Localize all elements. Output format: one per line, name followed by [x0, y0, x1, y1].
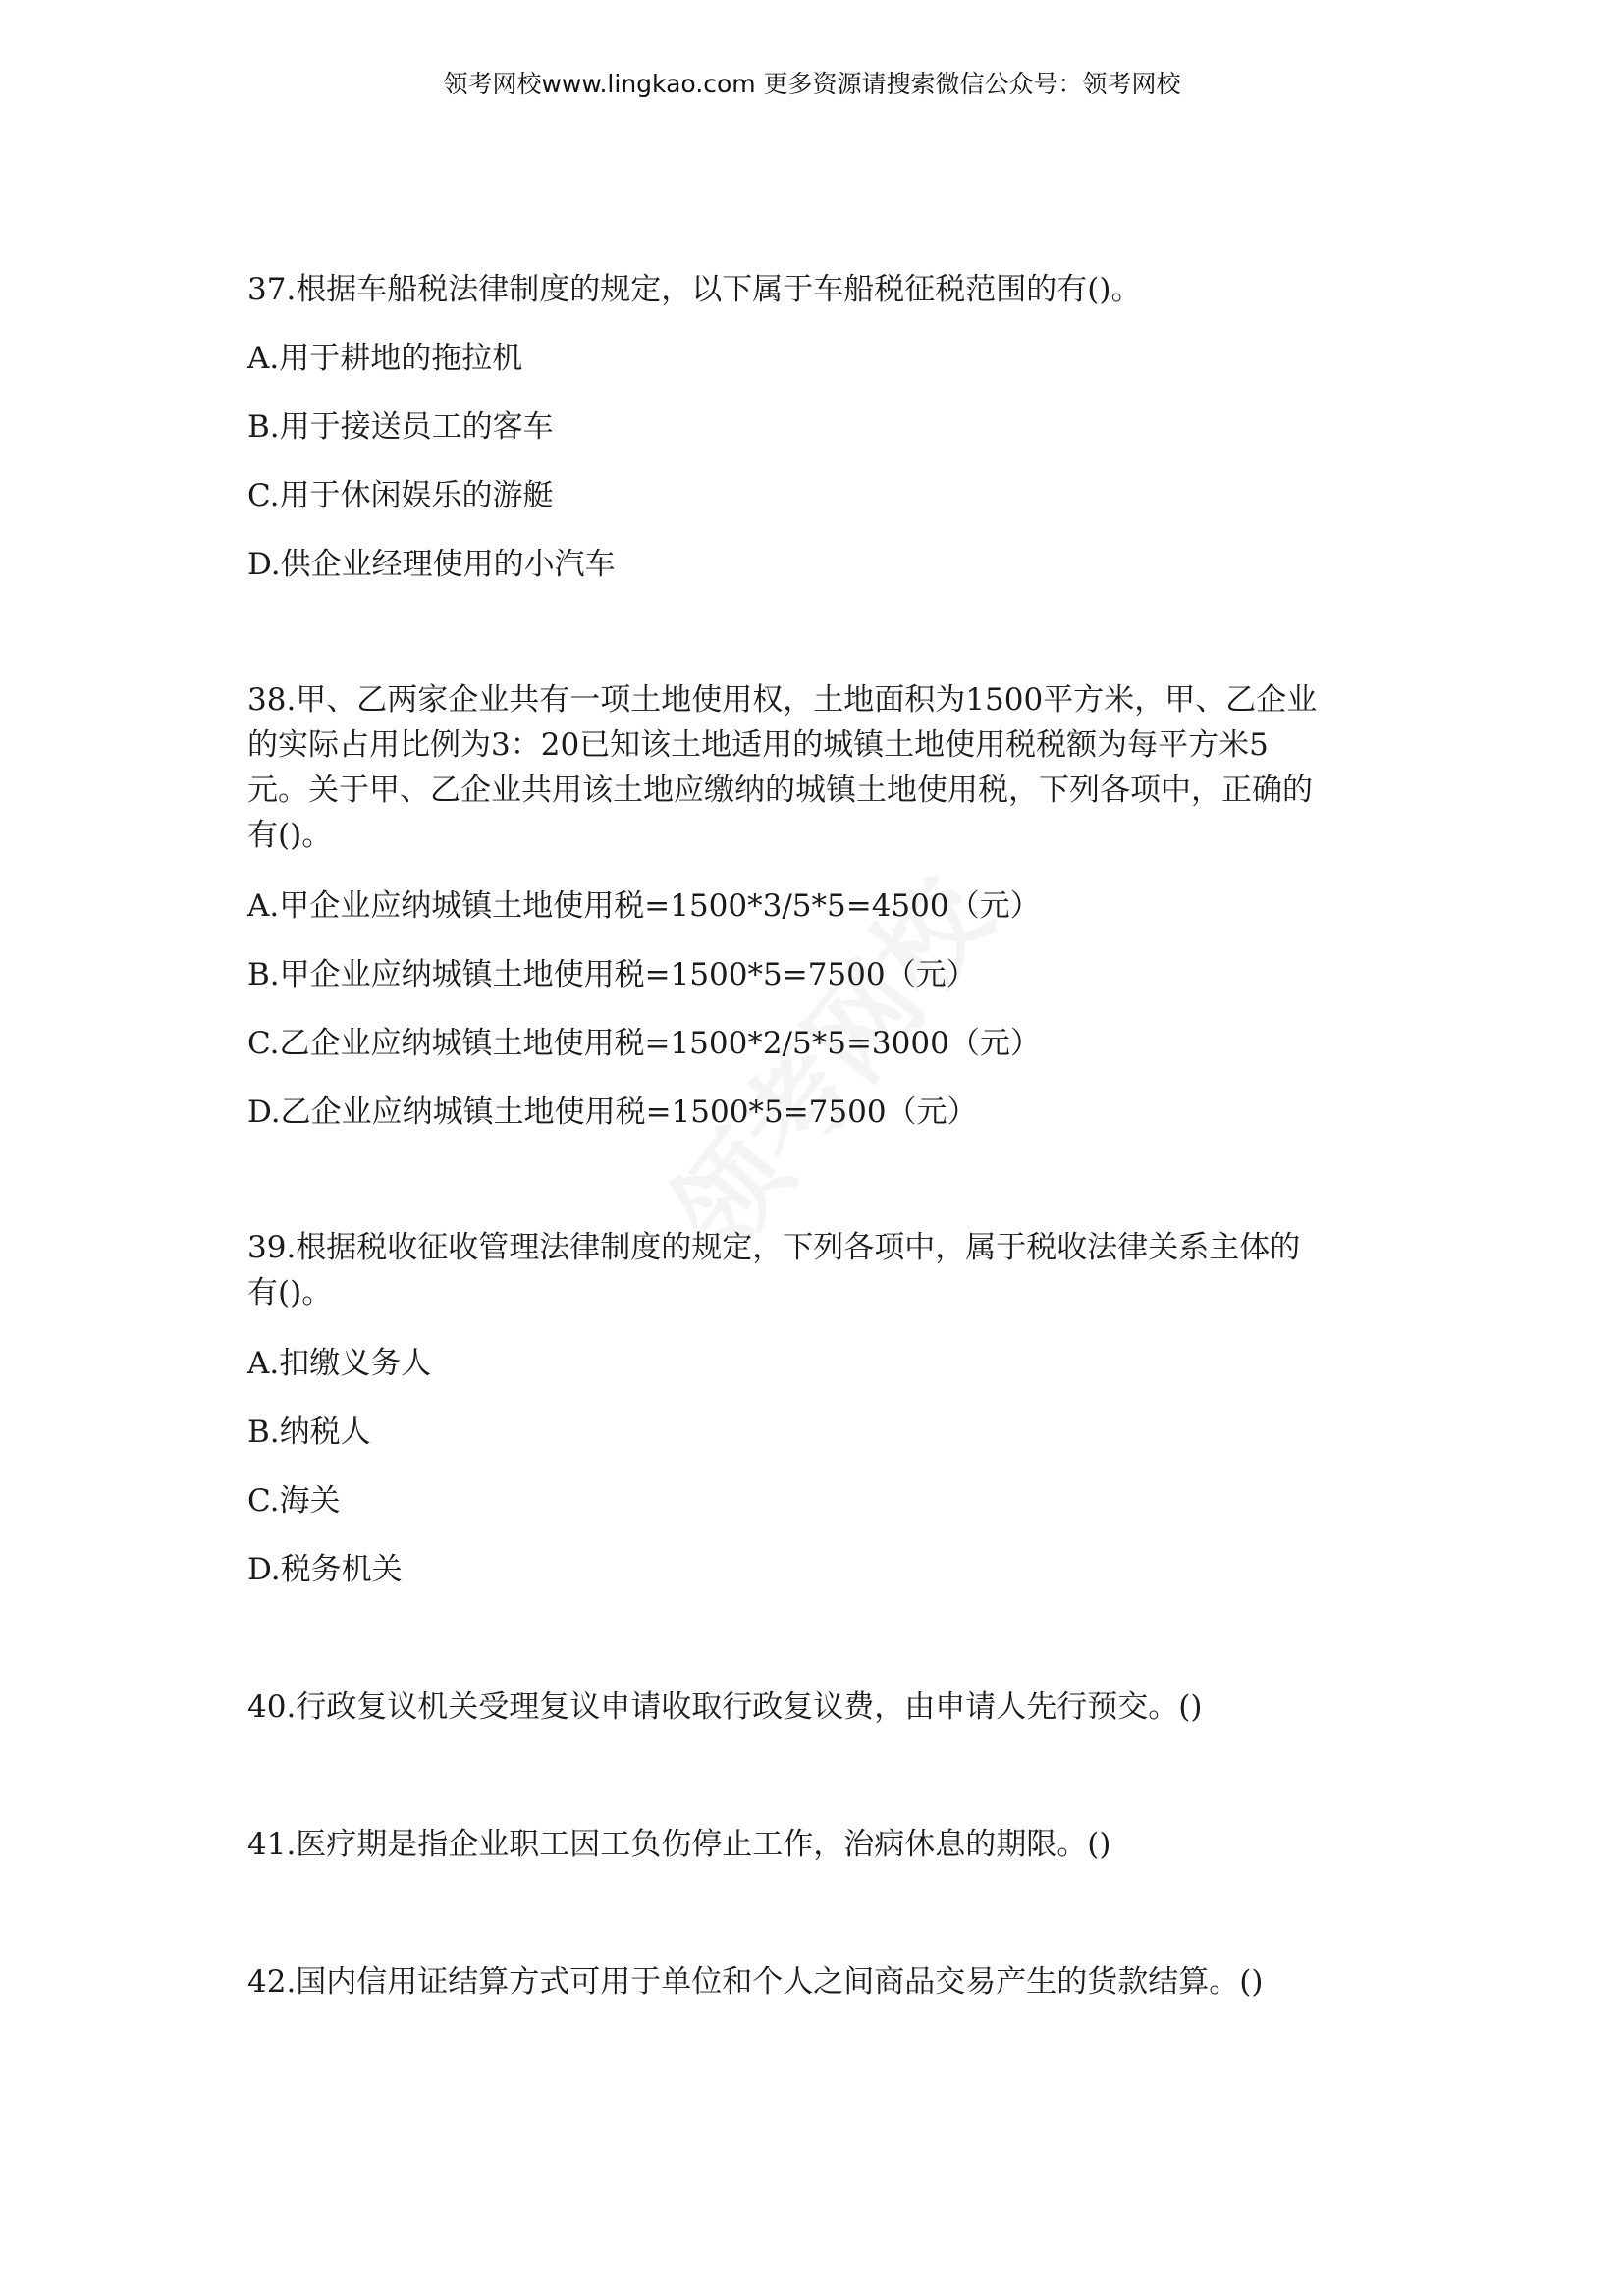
- question-38-line-3: 元。关于甲、乙企业共用该土地应缴纳的城镇土地使用税，下列各项中，正确的: [247, 773, 1313, 808]
- question-37-option-c: C.用于休闲娱乐的游艇: [247, 478, 554, 513]
- question-40-text: 40.行政复议机关受理复议申请收取行政复议费，由申请人先行预交。(): [247, 1689, 1203, 1725]
- page-header: 领考网校www.lingkao.com 更多资源请搜索微信公众号：领考网校: [443, 70, 1181, 98]
- question-39-line-2: 有()。: [247, 1275, 333, 1310]
- question-38-line-1: 38.甲、乙两家企业共有一项土地使用权，土地面积为1500平方米，甲、乙企业: [247, 682, 1318, 718]
- question-39-option-d: D.税务机关: [247, 1552, 403, 1587]
- question-39-line-1: 39.根据税收征收管理法律制度的规定，下列各项中，属于税收法律关系主体的: [247, 1230, 1301, 1265]
- question-42-text: 42.国内信用证结算方式可用于单位和个人之间商品交易产生的货款结算。(): [247, 1964, 1264, 2000]
- question-38-option-b: B.甲企业应纳城镇土地使用税=1500*5=7500（元）: [247, 957, 977, 992]
- question-37-option-a: A.用于耕地的拖拉机: [247, 341, 523, 376]
- question-39-option-c: C.海关: [247, 1483, 341, 1519]
- question-38-line-2: 的实际占用比例为3：20已知该土地适用的城镇土地使用税税额为每平方米5: [247, 727, 1269, 763]
- question-38-option-a: A.甲企业应纳城镇土地使用税=1500*3/5*5=4500（元）: [247, 888, 1041, 924]
- question-37-option-d: D.供企业经理使用的小汽车: [247, 547, 616, 582]
- question-37-text: 37.根据车船税法律制度的规定，以下属于车船税征税范围的有()。: [247, 272, 1142, 307]
- question-38-option-c: C.乙企业应纳城镇土地使用税=1500*2/5*5=3000（元）: [247, 1026, 1041, 1061]
- question-38-option-d: D.乙企业应纳城镇土地使用税=1500*5=7500（元）: [247, 1095, 978, 1130]
- question-41-text: 41.医疗期是指企业职工因工负伤停止工作，治病休息的期限。(): [247, 1827, 1111, 1862]
- question-39-option-b: B.纳税人: [247, 1415, 371, 1450]
- question-39-option-a: A.扣缴义务人: [247, 1346, 432, 1381]
- question-38-line-4: 有()。: [247, 818, 333, 853]
- question-37-option-b: B.用于接送员工的客车: [247, 409, 554, 445]
